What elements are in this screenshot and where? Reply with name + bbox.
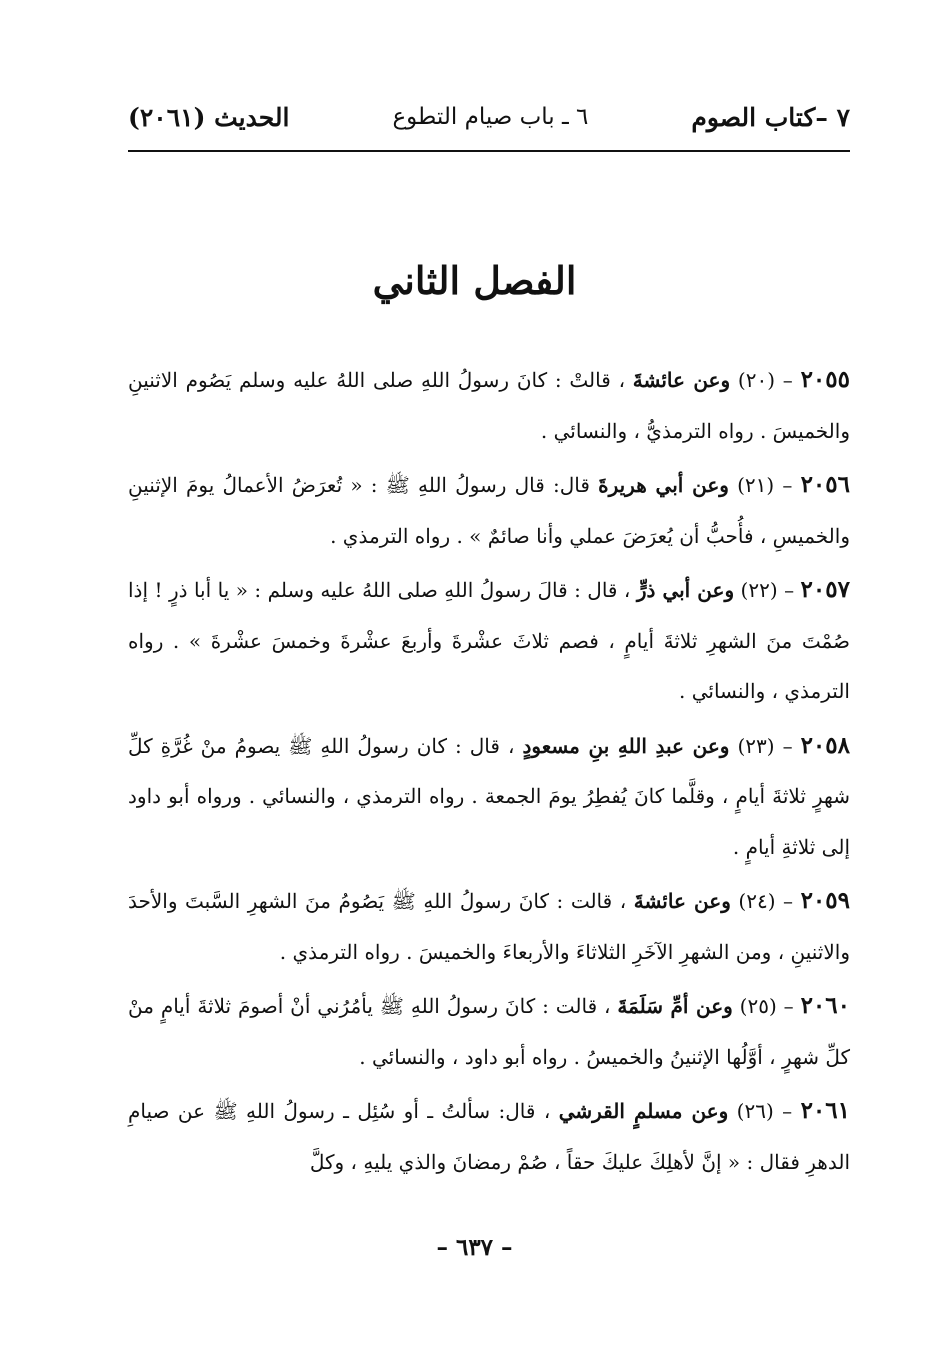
hadith-text: ، قالتْ : كانَ رسولُ اللهِ صلى اللهُ عليه وسلم يَصُوم الاثنينِ والخميسَ . رواه الترمذيُّ ، والنسائي .: [128, 368, 850, 443]
hadith-sub-number: – (٢٠): [730, 368, 801, 392]
hadith-narrator: وعن أبي هريرةَ: [598, 473, 729, 497]
page-body: [128, 355, 850, 1187]
header-hadith-reference: الحديث (٢٠٦١): [128, 102, 290, 132]
hadith-narrator: وعن مسلمٍ القرشي: [558, 1099, 729, 1123]
hadith-number: ٢٠٦٠: [800, 992, 850, 1019]
hadith-2055: [128, 355, 850, 456]
hadith-sub-number: – (٢٦): [728, 1099, 801, 1123]
hadith-narrator: وعن عائشةَ: [632, 368, 731, 392]
hadith-sub-number: – (٢١): [728, 473, 801, 497]
section-title: الفصل الثاني: [372, 258, 577, 303]
hadith-text: ، قال : كان رسولُ اللهِ ﷺ يصومُ منْ غُرَّةِ كلِّ شهرٍ ثلاثةَ أيامٍ ، وقلَّما كانَ يُفطِرُ يومَ الجمعة . رواه الترمذي ، والنسائي . ورواه أبو داود إلى ثلاثةِ أيامٍ .: [128, 733, 850, 859]
hadith-number: ٢٠٦١: [800, 1097, 850, 1124]
hadith-text: ، قالت : كانَ رسولُ اللهِ ﷺ يَصُومُ منَ الشهرِ السَّبتَ والأحدَ والاثنينِ ، ومن الشهرِ الآخَرِ الثلاثاءَ والأربعاءَ والخميسَ . رواه الترمذي .: [128, 889, 850, 964]
hadith-number: ٢٠٥٩: [800, 887, 850, 914]
running-header: [128, 92, 850, 142]
hadith-sub-number: – (٢٣): [729, 733, 801, 758]
hadith-narrator: وعن أمِّ سَلَمَةَ: [617, 994, 733, 1018]
hadith-sub-number: – (٢٢): [734, 578, 801, 602]
header-book-title: ٧ –كتاب الصوم: [691, 102, 850, 132]
hadith-2061: [128, 1086, 850, 1187]
hadith-2059: [128, 876, 850, 977]
hadith-narrator: وعن أبي ذرٍّ: [636, 578, 735, 602]
hadith-text: ، قالت : كانَ رسولُ اللهِ ﷺ يأمُرُني أنْ أصومَ ثلاثةَ أيامٍ منْ كلِّ شهرٍ ، أوَّلُها الإثنينُ والخميسُ . رواه أبو داود ، والنسائي .: [128, 994, 850, 1069]
hadith-narrator: وعن عبدِ اللهِ بنِ مسعودٍ: [522, 733, 730, 758]
header-divider: [128, 150, 850, 152]
hadith-number: ٢٠٥٦: [800, 471, 850, 498]
header-chapter-title: ٦ ـ باب صيام التطوع: [392, 104, 589, 130]
hadith-text: ، قال: سألتُ ـ أو سُئِل ـ رسولُ اللهِ ﷺ عن صيامِ الدهرِ فقال : « إنَّ لأهلِكَ عليكَ حقاً ، صُمْ رمضانَ والذي يليهِ ، وكلَّ: [128, 1099, 850, 1174]
hadith-2057: [128, 565, 850, 717]
hadith-2056: [128, 460, 850, 561]
page-number: – ٦٣٧ –: [436, 1234, 513, 1261]
hadith-text: ، قال : قالَ رسولُ اللهِ صلى اللهُ عليه وسلم : « يا أبا ذرٍ ! إذا صُمْتَ منَ الشهرِ ثلاثةَ أيامٍ ، فصم ثلاثَ عشْرةَ وأربعَ عشْرةَ وخمسَ عشْرةَ » . رواه الترمذي ، والنسائي .: [128, 578, 850, 703]
hadith-number: ٢٠٥٧: [800, 576, 850, 603]
hadith-text: قال: قال رسولُ اللهِ ﷺ : « تُعرَضُ الأعمالُ يومَ الإثنينِ والخميسِ ، فأُحبُّ أن يُعرَضَ عملي وأنا صائمٌ » . رواه الترمذي .: [128, 473, 850, 548]
hadith-2058: [128, 721, 850, 873]
hadith-narrator: وعن عائشةَ: [633, 889, 731, 913]
hadith-sub-number: – (٢٥): [732, 994, 801, 1018]
hadith-number: ٢٠٥٥: [800, 366, 850, 393]
hadith-2060: [128, 981, 850, 1082]
hadith-sub-number: – (٢٤): [730, 889, 801, 913]
hadith-number: ٢٠٥٨: [800, 731, 850, 759]
